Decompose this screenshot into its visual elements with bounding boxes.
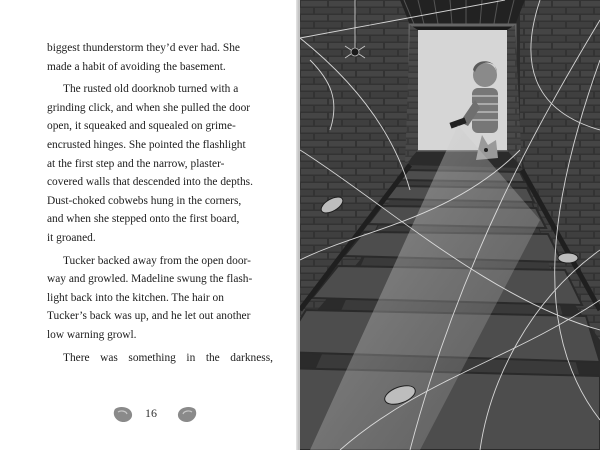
text-line: biggest thunderstorm they’d ever had. She	[47, 42, 240, 54]
text-line: covered walls that descended into the depths.	[47, 176, 253, 189]
text-line: There was something in the darkness,	[63, 351, 273, 364]
bean-icon	[111, 406, 135, 424]
bean-icon	[175, 406, 199, 424]
paragraph	[47, 349, 273, 368]
body-text	[47, 39, 273, 371]
paragraph	[47, 39, 273, 76]
paragraph	[47, 80, 273, 247]
text-line: at the first step and the narrow, plaster-	[47, 157, 225, 170]
text-line: way and growled. Madeline swung the flash-	[47, 273, 253, 286]
text-line: Tucker’s back was up, and he let out another	[47, 310, 251, 323]
text-line: Tucker backed away from the open door-	[63, 254, 251, 267]
page-number: 16	[145, 406, 157, 420]
page-footer	[0, 400, 298, 428]
text-page	[0, 0, 298, 450]
text-line: grinding click, and when she pulled the door	[47, 101, 251, 114]
text-line: made a habit of avoiding the basement.	[47, 60, 226, 73]
paragraph	[47, 252, 273, 345]
text-line: Dust-choked cobwebs hung in the corners,	[47, 194, 242, 207]
text-line: encrusted hinges. She pointed the flashlight	[47, 138, 246, 151]
text-line: low warning growl.	[47, 328, 137, 341]
illustration-art	[300, 0, 600, 450]
text-line: it groaned.	[47, 231, 96, 244]
text-line: and when she stepped onto the first board,	[47, 213, 240, 226]
basement-illustration	[300, 0, 600, 450]
text-line: The rusted old doorknob turned with a	[63, 83, 239, 96]
text-line: light back into the kitchen. The hair on	[47, 291, 224, 304]
text-line: open, it squeaked and squealed on grime-	[47, 120, 236, 133]
